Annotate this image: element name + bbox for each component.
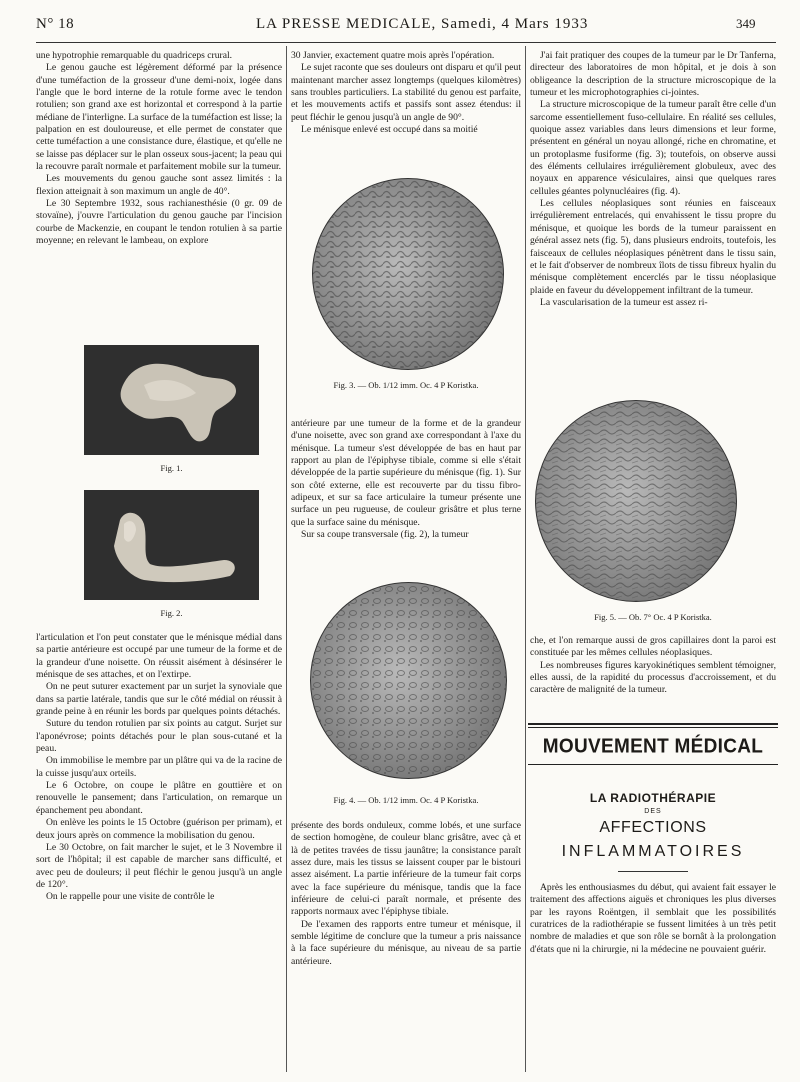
paragraph: 30 Janvier, exactement quatre mois après l'opération.: [291, 50, 495, 61]
column-3-bottom: [530, 882, 776, 1022]
column-3-middle: [530, 635, 776, 725]
micrograph-icon: [313, 179, 503, 369]
column-divider: [525, 46, 526, 1072]
micrograph-icon: [311, 583, 506, 778]
paragraph: Le ménisque enlevé est occupé dans sa moitié: [301, 124, 478, 136]
paragraph: Après les enthousiasmes du début, qui avaient fait essayer le traitement des affections aiguës et chroniques les plus diverses par les rayons Roëntgen, il semblait que les possibilités curatrices de la radiothérapie se fussent limitées à un très petit nombre de maladies et que son rôle se bornât à la prolongation d'états que ni la chirurgie, ni la médecine ne pouvaient guérir.: [530, 882, 776, 955]
journal-title: LA PRESSE MEDICALE, Samedi, 4 Mars 1933: [256, 16, 589, 32]
figure-5-micrograph: [535, 400, 737, 602]
mouvement-medical-section: [528, 723, 778, 872]
article-subheading: LA RADIOTHÉRAPIE: [589, 791, 717, 805]
paragraph: une hypotrophie remarquable du quadriceps crural.: [36, 50, 233, 61]
column-1-top: [36, 50, 282, 330]
paragraph: Le 6 Octobre, on coupe le plâtre en gouttière et on renouvelle le pansement; dans l'articulation, on remarque un épanchement peu abondant.: [36, 780, 282, 816]
paragraph: Le 30 Octobre, on fait marcher le sujet, et le 3 Novembre il sort de l'hôpital; il est capable de marcher sans difficulté, et avec peu de douleurs; il peut fléchir le genou jusqu'à un angle de 120°.: [36, 841, 282, 890]
paragraph: présente des bords onduleux, comme lobés, et une surface de section homogène, de couleur blanc grisâtre, avec çà et là de petites travées de tissu jaunâtre; la consistance paraît assez dure, mais les tissus se laissent couper par le bistouri assez aisément. La partie inférieure de la tumeur fait corps avec la face supérieure du ménisque, tandis que la face inférieure de celui-ci paraît normale, et présente des rapports normaux avec l'épiphyse tibiale.: [291, 820, 521, 918]
figure-2-caption: Fig. 2.: [160, 608, 183, 618]
paragraph: Les cellules néoplasiques sont réunies en faisceaux irrégulièrement entrelacés, qui envahissent le tissu propre du ménisque, et quoique les bords de la tumeur paraissent en général assez nets (fig. 5), dans plusieurs endroits, toutefois, les faisceaux de cellules néoplasiques pénètrent dans le tissu sain, et le fait d'observer de nombreux îlots de tissu fibreux hyalin du ménisque complètement encerclés par le tissu néoplasique plaide en faveur du développement infiltrant de la tumeur.: [530, 198, 776, 296]
paragraph: La vascularisation de la tumeur est assez ri-: [540, 296, 708, 308]
paragraph: On ne peut suturer exactement par un surjet la synoviale que dans sa partie latérale, tandis que sur le côté médial on réussit à grande peine à en réunir les bords par quelques points détachés.: [36, 681, 282, 718]
issue-number: N° 18: [36, 16, 75, 32]
paragraph: Le genou gauche est légèrement déformé par la présence d'une tuméfaction de la grosseur d'une demi-noix, logée dans l'angle que le bord interne de la rotule forme avec le tendon rotulien; son grand axe est horizontal et correspond à la partie médiane de l'interligne. La surface de la tuméfaction est lisse; la palpation en est douloureuse, et elle permet de constater que cette tuméfaction a une consistance dure, élastique, et qu'elle ne se laisse pas déplacer sur le plan osseux sous-jacent; la peau qui la recouvre paraît normale et parfaitement mobile sur la tumeur.: [36, 62, 282, 173]
section-rule: [528, 764, 778, 765]
page-header: [0, 0, 800, 40]
section-rule: [528, 727, 778, 728]
paragraph: che, et l'on remarque aussi de gros capillaires dont la paroi est constituée par les mêmes cellules néoplasiques.: [530, 635, 776, 659]
figure-1-caption: Fig. 1.: [160, 463, 183, 473]
paragraph: Sur sa coupe transversale (fig. 2), la tumeur: [301, 529, 469, 541]
paragraph: l'articulation et l'on peut constater que le ménisque médial dans sa partie antérieure est occupé par une tumeur de la forme et de la grandeur d'une noisette. On réussit aisément à désinsérer le ménisque de ses attaches, et on l'extirpe.: [36, 632, 282, 681]
figure-4-micrograph: [310, 582, 507, 779]
figure-2-photo: [84, 490, 259, 600]
paragraph: La structure microscopique de la tumeur paraît être celle d'un sarcome essentiellement fuso-cellulaire. En réalité ses cellules, quoique assez variables dans leurs dimensions et leur forme, présentent en général un noyau allongé, riche en chromatine, et un protoplasme fusiforme (fig. 3); toutefois, on observe aussi des éléments cellulaires irrégulièrement globuleux, avec des noyaux en apparence vésiculaires, ainsi que quelques rares cellules géantes polynucléaires (fig. 4).: [530, 99, 776, 197]
column-1-bottom: [36, 632, 282, 1074]
column-3-top: [530, 50, 776, 386]
micrograph-icon: [536, 401, 736, 601]
figure-1-photo: [84, 345, 259, 455]
header-rule: [36, 42, 776, 43]
paragraph: antérieure par une tumeur de la forme et de la grandeur d'une noisette, avec son grand axe correspondant à l'axe du ménisque. La tumeur s'est développée de bas en haut par rapport au plan de l'épiphyse tibiale, comme si elle s'était développée de la partie supérieure du ménisque (fig. 1). Sur son côté externe, elle est recouverte par du tissu fibro-adipeux, et sur sa face articulaire la tumeur présente une surface un peu rugueuse, de couleur grisâtre et plus terne que la surface saine du ménisque.: [291, 418, 521, 528]
section-rule: [528, 723, 778, 725]
column-divider: [286, 46, 287, 1072]
figure-5-caption: Fig. 5. — Ob. 7° Oc. 4 P Koristka.: [594, 612, 712, 622]
paragraph: Le 30 Septembre 1932, sous rachianesthésie (0 gr. 09 de stovaïne), j'ouvre l'articulation du genou gauche par l'incision courbe de Mackenzie, en coupant le tendon rotulien à sa partie moyenne; en relevant le lambeau, on explore: [36, 198, 282, 247]
paragraph: Suture du tendon rotulien par six points au catgut. Surjet sur l'aponévrose; points détachés pour le plan sous-cutané et la peau.: [36, 718, 282, 755]
paragraph: Les nombreuses figures karyokinétiques semblent témoigner, elles aussi, de la rapidité du processus d'accroissement, et du caractère de malignité de la tumeur.: [530, 659, 776, 696]
article-title-line-2: INFLAMMATOIRES: [561, 843, 745, 860]
title-rule: [618, 871, 688, 872]
knee-specimen-icon: [84, 345, 259, 455]
figure-4-caption: Fig. 4. — Ob. 1/12 imm. Oc. 4 P Koristka.: [333, 795, 479, 805]
figure-3-micrograph: [312, 178, 504, 370]
paragraph: On le rappelle pour une visite de contrôle le: [46, 891, 215, 903]
paragraph: Les mouvements du genou gauche sont assez limités : la flexion atteignait à son maximum un angle de 40°.: [36, 173, 282, 197]
paragraph: De l'examen des rapports entre tumeur et ménisque, il semble légitime de conclure que la tumeur a pris naissance à la face supérieure du ménisque, au niveau de sa partie antérieure.: [291, 918, 521, 967]
paragraph: Le sujet raconte que ses douleurs ont disparu et qu'il peut maintenant marcher assez longtemps (quelques kilomètres) sans troubles particuliers. La stabilité du genou est parfaite, et les mouvements actifs et passifs sont assez étendus: il peut fléchir le genou jusqu'à un angle de 90°.: [291, 62, 521, 123]
article-connector: DES: [644, 808, 662, 815]
meniscus-section-icon: [84, 490, 259, 600]
paragraph: On immobilise le membre par un plâtre qui va de la racine de la cuisse jusqu'aux orteils.: [36, 755, 282, 779]
page-number: 349: [736, 16, 756, 31]
article-title-line-1: AFFECTIONS: [599, 819, 707, 836]
figure-3-caption: Fig. 3. — Ob. 1/12 imm. Oc. 4 P Koristka.: [333, 380, 479, 390]
section-heading: MOUVEMENT MÉDICAL: [542, 735, 764, 758]
column-2-middle: [291, 418, 521, 568]
paragraph: J'ai fait pratiquer des coupes de la tumeur par le Dr Tanferna, directeur des laboratoires de mon hôpital, et je dois à son obligeance la description de la structure microscopique de la tumeur et les microphotographies ci-jointes.: [530, 50, 776, 99]
column-2-top: [291, 50, 521, 170]
column-2-bottom: [291, 820, 521, 1074]
paragraph: On enlève les points le 15 Octobre (guérison per primam), et deux jours après on commence la mobilisation du genou.: [36, 817, 282, 841]
